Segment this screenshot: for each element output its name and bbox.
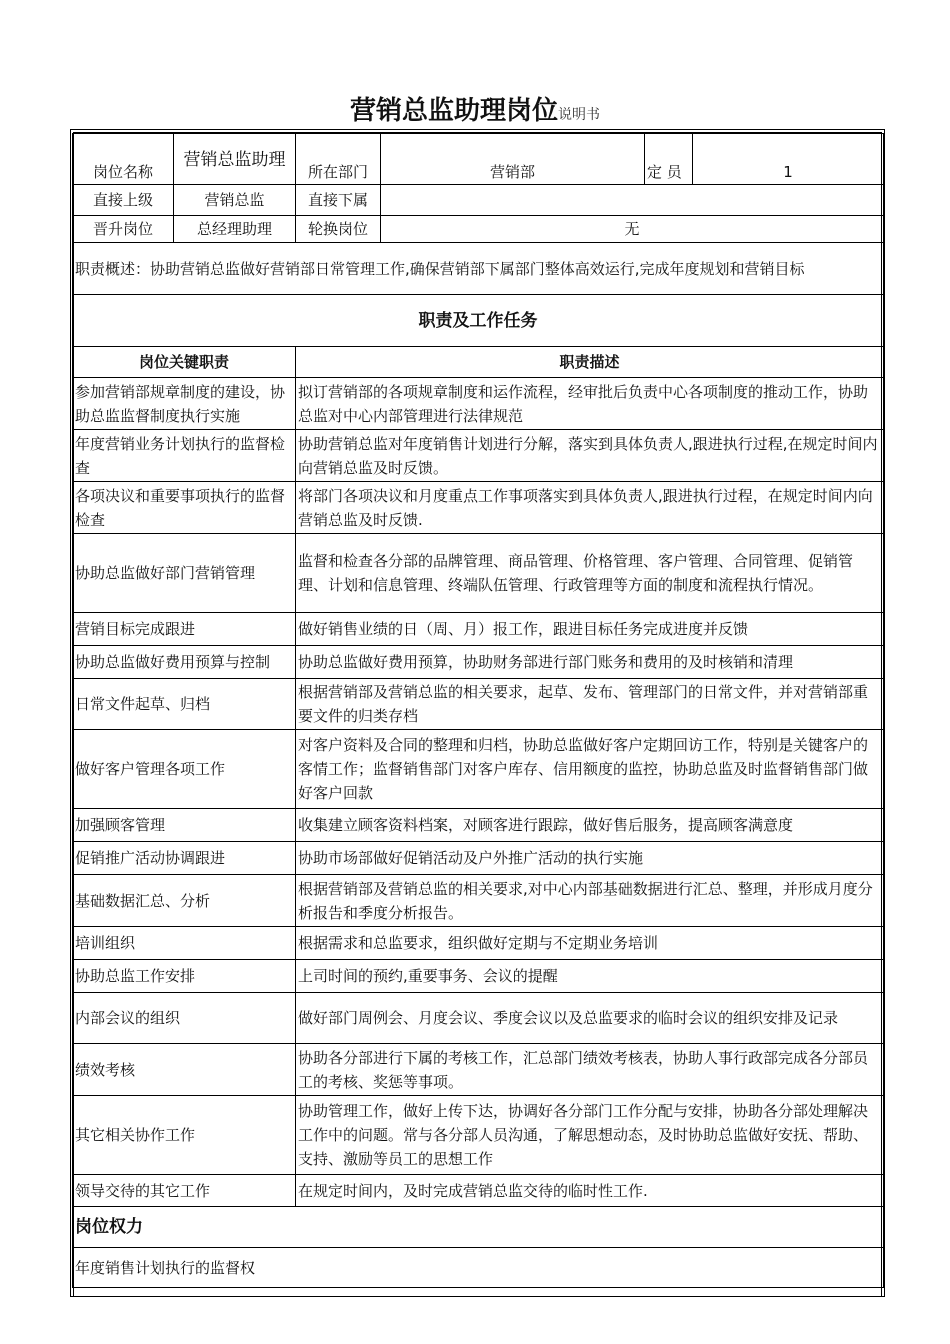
- duty-desc: 做好部门周例会、月度会议、季度会议以及总监要求的临时会议的组织安排及记录: [296, 993, 884, 1044]
- duties-section-row: [73, 295, 884, 347]
- superior-label: 直接上级: [73, 185, 174, 216]
- document-title: [0, 90, 950, 127]
- duty-desc: 协助管理工作，做好上传下达，协调好各分部门工作分配与安排，协助各分部处理解决工作中的问题。常与各分部人员沟通，了解思想动态，及时协助总监做好安抚、帮助、支持、激励等员工的思想工作: [296, 1096, 884, 1175]
- table-row: [73, 842, 884, 875]
- duty-desc: 根据营销部及营销总监的相关要求,对中心内部基础数据进行汇总、整理，并形成月度分析报告和季度分析报告。: [296, 875, 884, 927]
- duty-desc: 收集建立顾客资料档案，对顾客进行跟踪，做好售后服务，提高顾客满意度: [296, 809, 884, 842]
- duty-key: 领导交待的其它工作: [73, 1175, 296, 1207]
- rotation-label: 轮换岗位: [296, 216, 381, 243]
- duty-desc: 将部门各项决议和月度重点工作事项落实到具体负责人,跟进执行过程，在规定时间内向营销总监及时反馈.: [296, 482, 884, 534]
- title-main: 营销总监助理岗位: [349, 96, 558, 126]
- duty-key: 基础数据汇总、分析: [73, 875, 296, 927]
- duty-key: 其它相关协作工作: [73, 1096, 296, 1175]
- authority-item: 年度销售计划执行的监督权: [73, 1248, 884, 1288]
- duty-desc: 协助市场部做好促销活动及户外推广活动的执行实施: [296, 842, 884, 875]
- summary-text: 职责概述：协助营销总监做好营销部日常管理工作,确保营销部下属部门整体高效运行,完成年度规划和营销目标: [73, 243, 884, 295]
- info-row-2: [73, 185, 884, 216]
- duty-key: 做好客户管理各项工作: [73, 730, 296, 809]
- table-row: [73, 960, 884, 993]
- duties-header-row: [73, 347, 884, 378]
- duty-key: 培训组织: [73, 927, 296, 960]
- duty-desc-header: 职责描述: [296, 347, 884, 378]
- duty-key: 协助总监做好费用预算与控制: [73, 646, 296, 679]
- duties-section-title: 职责及工作任务: [73, 295, 884, 347]
- duty-desc: 上司时间的预约,重要事务、会议的提醒: [296, 960, 884, 993]
- duty-key: 协助总监工作安排: [73, 960, 296, 993]
- duty-key: 参加营销部规章制度的建设，协助总监监督制度执行实施: [73, 378, 296, 430]
- duty-desc: 做好销售业绩的日（周、月）报工作，跟进目标任务完成进度并反馈: [296, 613, 884, 646]
- table-row: [73, 993, 884, 1044]
- summary-row: [73, 243, 884, 295]
- dept-value: 营销部: [381, 134, 645, 185]
- job-description-table: [72, 133, 884, 1288]
- duty-key: 日常文件起草、归档: [73, 679, 296, 730]
- duty-desc: 协助营销总监对年度销售计划进行分解，落实到具体负责人,跟进执行过程,在规定时间内向营销总监及时反馈。: [296, 430, 884, 482]
- duty-key: 加强顾客管理: [73, 809, 296, 842]
- duty-key: 年度营销业务计划执行的监督检查: [73, 430, 296, 482]
- table-row: [73, 534, 884, 613]
- duty-desc: 监督和检查各分部的品牌管理、商品管理、价格管理、客户管理、合同管理、促销管理、计划和信息管理、终端队伍管理、行政管理等方面的制度和流程执行情况。: [296, 534, 884, 613]
- info-row-3: [73, 216, 884, 243]
- headcount-value: 1: [693, 134, 884, 185]
- duty-desc: 拟订营销部的各项规章制度和运作流程，经审批后负责中心各项制度的推动工作，协助总监对中心内部管理进行法律规范: [296, 378, 884, 430]
- duty-desc: 根据营销部及营销总监的相关要求，起草、发布、管理部门的日常文件，并对营销部重要文件的归类存档: [296, 679, 884, 730]
- rotation-value: 无: [381, 216, 884, 243]
- duty-desc: 对客户资料及合同的整理和归档，协助总监做好客户定期回访工作，特别是关键客户的客情工作；监督销售部门对客户库存、信用额度的监控，协助总监及时监督销售部门做好客户回款: [296, 730, 884, 809]
- table-row: [73, 378, 884, 430]
- dept-label: 所在部门: [296, 134, 381, 185]
- duty-key: 绩效考核: [73, 1044, 296, 1096]
- table-row: [73, 430, 884, 482]
- table-row: [73, 646, 884, 679]
- title-sub: 说明书: [558, 107, 600, 123]
- table-row: [73, 730, 884, 809]
- table-row: [73, 809, 884, 842]
- duty-desc: 根据需求和总监要求，组织做好定期与不定期业务培训: [296, 927, 884, 960]
- duty-key: 促销推广活动协调跟进: [73, 842, 296, 875]
- duty-key: 营销目标完成跟进: [73, 613, 296, 646]
- duty-desc: 协助各分部进行下属的考核工作，汇总部门绩效考核表，协助人事行政部完成各分部员工的考核、奖惩等事项。: [296, 1044, 884, 1096]
- duty-desc: 协助总监做好费用预算，协助财务部进行部门账务和费用的及时核销和清理: [296, 646, 884, 679]
- subordinate-value: [381, 185, 884, 216]
- info-row-1: [73, 134, 884, 185]
- table-row: [73, 927, 884, 960]
- table-row: [73, 1096, 884, 1175]
- table-row: [73, 875, 884, 927]
- duty-desc: 在规定时间内，及时完成营销总监交待的临时性工作.: [296, 1175, 884, 1207]
- table-row: [73, 613, 884, 646]
- duty-key: 内部会议的组织: [73, 993, 296, 1044]
- authority-section-row: [73, 1207, 884, 1248]
- table-row: [73, 1044, 884, 1096]
- position-label: 岗位名称: [73, 134, 174, 185]
- headcount-label: 定 员: [645, 134, 693, 185]
- duty-key: 协助总监做好部门营销管理: [73, 534, 296, 613]
- position-value: 营销总监助理: [174, 134, 296, 185]
- table-row: [73, 679, 884, 730]
- table-row: [73, 1175, 884, 1207]
- promotion-label: 晋升岗位: [73, 216, 174, 243]
- duty-key-header: 岗位关键职责: [73, 347, 296, 378]
- authority-section-title: 岗位权力: [73, 1207, 884, 1248]
- subordinate-label: 直接下属: [296, 185, 381, 216]
- list-item: [73, 1248, 884, 1288]
- superior-value: 营销总监: [174, 185, 296, 216]
- promotion-value: 总经理助理: [174, 216, 296, 243]
- table-row: [73, 482, 884, 534]
- duty-key: 各项决议和重要事项执行的监督检查: [73, 482, 296, 534]
